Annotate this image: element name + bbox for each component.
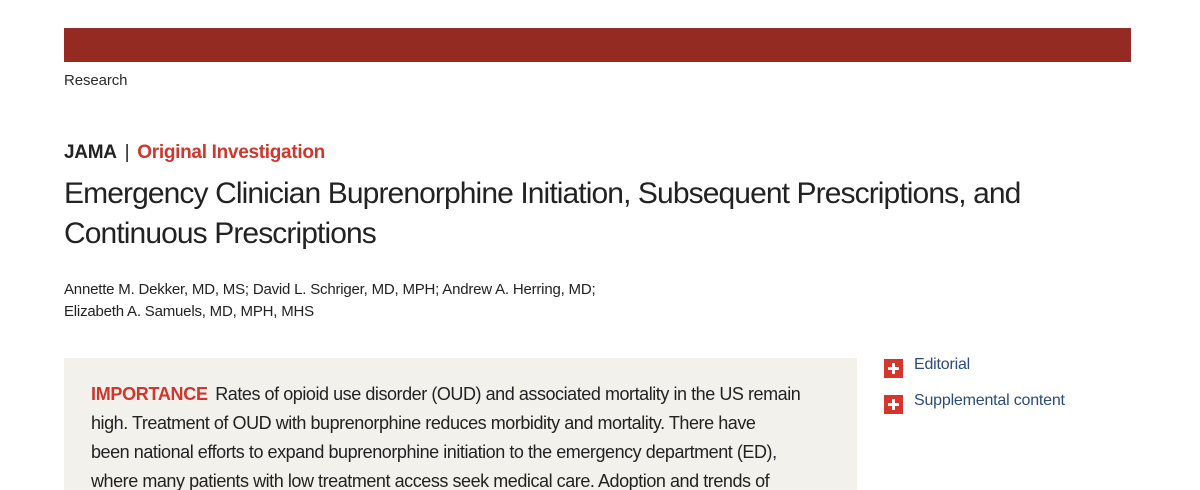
abstract-line: where many patients with low treatment access seek medical care. Adoption and trends of: [91, 471, 770, 490]
related-content-links: [884, 354, 1065, 426]
editorial-link[interactable]: [884, 354, 1065, 376]
journal-separator: |: [124, 142, 130, 163]
importance-heading: IMPORTANCE: [91, 384, 208, 404]
abstract-line-text: Rates of opioid use disorder (OUD) and associated mortality in the US remain: [215, 384, 801, 404]
abstract-line: high. Treatment of OUD with buprenorphine reduces morbidity and mortality. There have: [91, 413, 756, 433]
abstract-panel: [64, 358, 857, 490]
article-title: Emergency Clinician Buprenorphine Initiation, Subsequent Prescriptions, and Continuous Prescriptions: [64, 177, 1021, 250]
editorial-link-label[interactable]: Editorial: [914, 356, 971, 373]
author-list: [64, 279, 764, 323]
journal-line: [64, 142, 325, 164]
author-line: Annette M. Dekker, MD, MS; David L. Schriger, MD, MPH; Andrew A. Herring, MD;: [64, 281, 596, 298]
abstract-line: been national efforts to expand buprenorphine initiation to the emergency department (ED),: [91, 442, 777, 462]
article-type: Original Investigation: [137, 142, 325, 163]
header-accent-bar: [64, 28, 1131, 62]
plus-icon[interactable]: [884, 359, 903, 378]
supplemental-content-link[interactable]: [884, 390, 1065, 412]
journal-name[interactable]: JAMA: [64, 142, 117, 163]
plus-icon[interactable]: [884, 395, 903, 414]
abstract-text: [91, 380, 851, 490]
section-label: Research: [64, 72, 128, 89]
author-line: Elizabeth A. Samuels, MD, MPH, MHS: [64, 303, 314, 320]
abstract-line: [91, 380, 851, 409]
supplemental-content-link-label[interactable]: Supplemental content: [914, 392, 1065, 409]
